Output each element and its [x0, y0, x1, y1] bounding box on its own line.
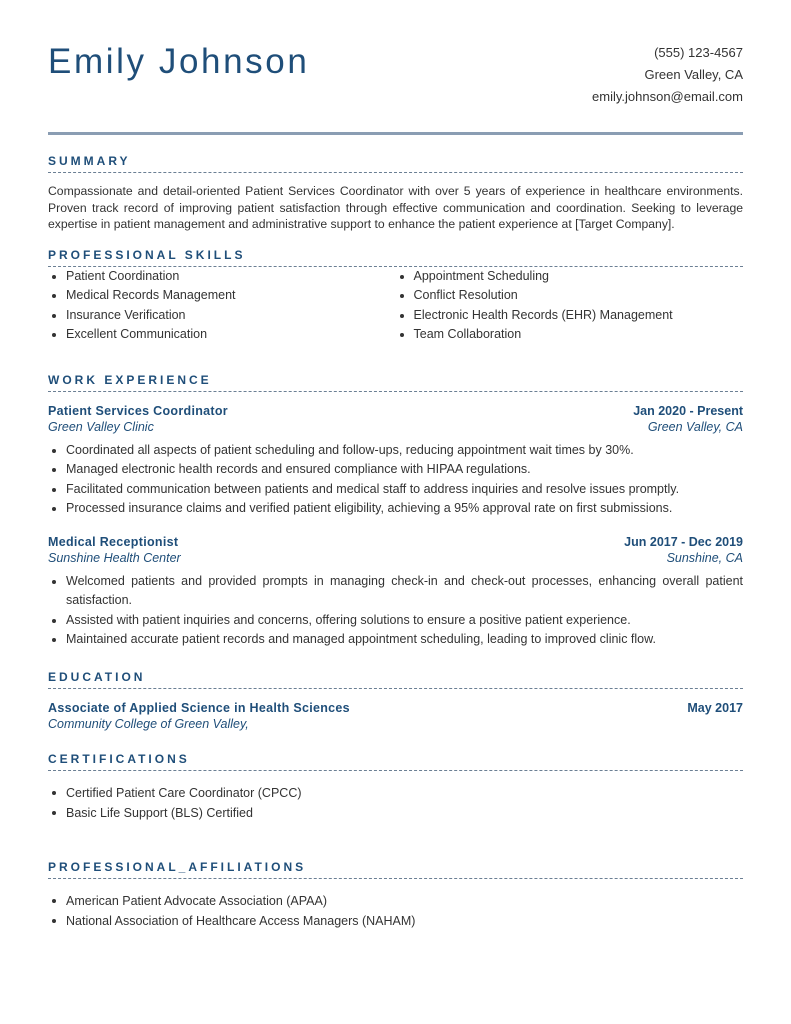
job-organization: Sunshine Health Center [48, 550, 181, 565]
affiliation-item: American Patient Advocate Association (APAA) [48, 891, 743, 911]
job-location: Sunshine, CA [666, 550, 743, 565]
job-bullets [48, 572, 743, 650]
certifications-section [48, 752, 743, 823]
contact-location: Green Valley, CA [644, 67, 743, 82]
contact-phone: (555) 123-4567 [654, 45, 743, 60]
skill-item: Electronic Health Records (EHR) Management [396, 306, 744, 326]
job-location: Green Valley, CA [647, 419, 743, 434]
skill-item: Medical Records Management [48, 286, 396, 306]
job-bullet: Maintained accurate patient records and managed appointment scheduling, leading to improved clinic flow. [48, 630, 743, 650]
contact-email: emily.johnson@email.com [592, 89, 743, 104]
job-bullet: Facilitated communication between patients and medical staff to address inquiries and resolve issues promptly. [48, 480, 743, 500]
certifications-heading: CERTIFICATIONS [48, 752, 743, 771]
education-heading: EDUCATION [48, 670, 743, 689]
skill-item: Excellent Communication [48, 325, 396, 345]
job-bullet: Welcomed patients and provided prompts in managing check-in and check-out processes, enhancing overall patient satisfaction. [48, 572, 743, 611]
job-entry [48, 403, 743, 519]
education-section [48, 670, 743, 732]
contact-info [592, 42, 743, 108]
degree-title: Associate of Applied Science in Health Sciences [48, 700, 350, 715]
skill-item: Insurance Verification [48, 306, 396, 326]
skill-item: Appointment Scheduling [396, 267, 744, 287]
resume-header [48, 0, 743, 135]
job-organization: Green Valley Clinic [48, 419, 154, 434]
job-dates: Jun 2017 - Dec 2019 [624, 534, 743, 549]
job-title: Patient Services Coordinator [48, 403, 228, 418]
job-bullet: Managed electronic health records and ensured compliance with HIPAA regulations. [48, 460, 743, 480]
job-bullet: Coordinated all aspects of patient scheduling and follow-ups, reducing appointment wait times by 30%. [48, 441, 743, 461]
affiliations-section [48, 860, 743, 931]
affiliation-item: National Association of Healthcare Access Managers (NAHAM) [48, 911, 743, 931]
job-bullet: Processed insurance claims and verified patient eligibility, achieving a 95% approval rate on first submissions. [48, 499, 743, 519]
skills-section [48, 248, 743, 345]
experience-section [48, 373, 743, 650]
summary-text: Compassionate and detail-oriented Patient Services Coordinator with over 5 years of experience in healthcare environments. Proven track record of improving patient satisfaction through effective communication and coordination. Seeking to leverage expertise in patient management and administrative support to enhance the patient experience at [Target Company]. [48, 184, 743, 231]
skill-item: Conflict Resolution [396, 286, 744, 306]
job-bullets [48, 441, 743, 519]
skill-item: Team Collaboration [396, 325, 744, 345]
skills-list [48, 267, 743, 345]
summary-heading: SUMMARY [48, 154, 743, 173]
school-name: Community College of Green Valley, [48, 716, 249, 731]
certifications-list [48, 783, 743, 823]
skill-item: Patient Coordination [48, 267, 396, 287]
education-entry [48, 700, 743, 732]
graduation-date: May 2017 [687, 700, 743, 715]
certification-item: Certified Patient Care Coordinator (CPCC) [48, 783, 743, 803]
job-entry [48, 534, 743, 650]
summary-section [48, 154, 743, 233]
certification-item: Basic Life Support (BLS) Certified [48, 803, 743, 823]
job-bullet: Assisted with patient inquiries and concerns, offering solutions to ensure a positive patient experience. [48, 611, 743, 631]
candidate-name: Emily Johnson [48, 42, 310, 81]
affiliations-heading: PROFESSIONAL_AFFILIATIONS [48, 860, 743, 879]
job-dates: Jan 2020 - Present [633, 403, 743, 418]
skills-heading: PROFESSIONAL SKILLS [48, 248, 743, 267]
affiliations-list [48, 891, 743, 931]
experience-heading: WORK EXPERIENCE [48, 373, 743, 392]
job-title: Medical Receptionist [48, 534, 179, 549]
